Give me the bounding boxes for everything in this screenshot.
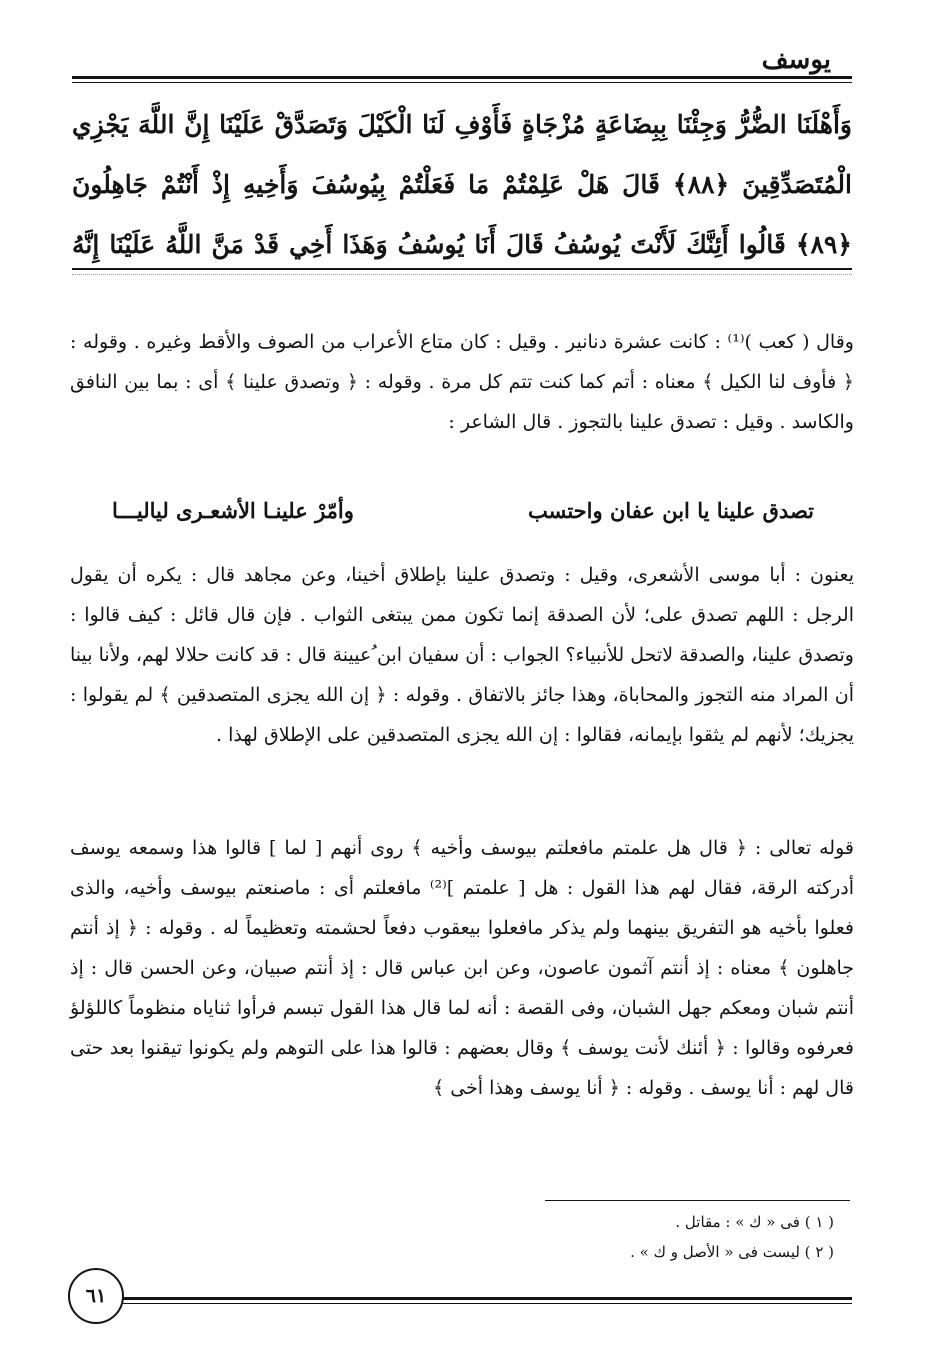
quran-line: وَأَهْلَنَا الضُّرُّ وَجِئْنَا بِبِضَاعَةٍ مُزْجَاةٍ فَأَوْفِ لَنَا الْكَيْلَ وَتَصَدَّقْ عَلَيْنَا إِنَّ اللَّهَ يَجْزِي	[72, 110, 852, 139]
verses-dotted-rule	[72, 274, 852, 275]
quran-verses	[72, 95, 852, 275]
footer-rule-thick	[120, 1297, 852, 1300]
verses-rule	[72, 268, 852, 270]
commentary-paragraph-1: وقال ( كعب )⁽¹⁾ : كانت عشرة دنانير . وقيل : كان متاع الأعراب من الصوف والأقط وغيره . وقوله : ﴿ فأوف لنا الكيل ﴾ معناه : أتم كما كنت تتم كل مرة . وقوله : ﴿ وتصدق علينا ﴾ أى : بما بين النافق والكاسد . وقيل : تصدق علينا بالتجوز . قال الشاعر :	[70, 331, 854, 433]
running-header-title: يوسف	[761, 45, 831, 75]
footnote-1: ( ١ ) فى « ك » : مقاتل .	[675, 1213, 834, 1231]
quran-line: ﴿٨٩﴾ قَالُوا أَئِنَّكَ لَأَنْتَ يُوسُفُ قَالَ أَنَا يُوسُفُ وَهَذَا أَخِي قَدْ مَنَّ اللَّهُ عَلَيْنَا إِنَّهُ	[72, 230, 852, 259]
header-rule-thin	[72, 82, 852, 83]
footnote-separator	[545, 1200, 850, 1201]
footer-rule-thin	[120, 1303, 852, 1304]
header-rule-thick	[72, 76, 852, 79]
commentary-paragraph-2: يعنون : أبا موسى الأشعرى، وقيل : وتصدق علينا بإطلاق أخينا، وعن مجاهد قال : يكره أن يقول الرجل : اللهم تصدق على؛ لأن الصدقة إنما تكون ممن يبتغى الثواب . فإن قال قائل : كيف قالوا : وتصدق علينا، والصدقة لاتحل للأنبياء؟ الجواب : أن سفيان ابن ُعيينة قال : قد كانت حلالا لهم، ولأنا بينا أن المراد منه التجوز والمحاباة، وهذا جائز بالاتفاق . وقوله : ﴿ إن الله يجزى المتصدقين ﴾ لم يقولوا : يجزيك؛ لأنهم لم يثقوا بإيمانه، فقالوا : إن الله يجزى المتصدقين على الإطلاق لهذا .	[70, 564, 854, 746]
quran-line: الْمُتَصَدِّقِينَ ﴿٨٨﴾ قَالَ هَلْ عَلِمْتُمْ مَا فَعَلْتُمْ بِيُوسُفَ وَأَخِيهِ إِذْ أَنْتُمْ جَاهِلُونَ	[72, 170, 852, 199]
commentary-paragraph-3: قوله تعالى : ﴿ قال هل علمتم مافعلتم بيوسف وأخيه ﴾ روى أنهم [ لما ] قالوا هذا وسمعه يوسف أدركته الرقة، فقال لهم هذا القول : هل [ علمتم ]⁽²⁾ مافعلتم أى : ماصنعتم بيوسف وأخيه، والذى فعلوا بأخيه هو التفريق بينهما ولم يذكر مافعلوا بيعقوب دفعاً لحشمته وتعظيماً له . وقوله : ﴿ إذ أنتم جاهلون ﴾ معناه : إذ أنتم آثمون عاصون، وعن ابن عباس قال : إذ أنتم صبيان، وعن الحسن قال : إذ أنتم شبان ومعكم جهل الشبان، وفى القصة : أنه لما قال هذا القول تبسم فرأوا ثناياه منظوماً كاللؤلؤ فعرفوه وقالوا : ﴿ أئنك لأنت يوسف ﴾ وقال بعضهم : قالوا هذا على التوهم ولم يكونوا تيقنوا بعد حتى قال لهم : أنا يوسف . وقوله : ﴿ أنا يوسف وهذا أخى ﴾	[70, 837, 854, 1099]
page-number: ٦١	[68, 1268, 124, 1324]
poem-hemistich-left: وأمّرْ علينـا الأشعـرى لياليـــا	[112, 498, 354, 523]
footnote-2: ( ٢ ) ليست فى « الأصل و ك » .	[630, 1243, 834, 1261]
poem-hemistich-right: تصدق علينا يا ابن عفان واحتسب	[527, 498, 814, 523]
